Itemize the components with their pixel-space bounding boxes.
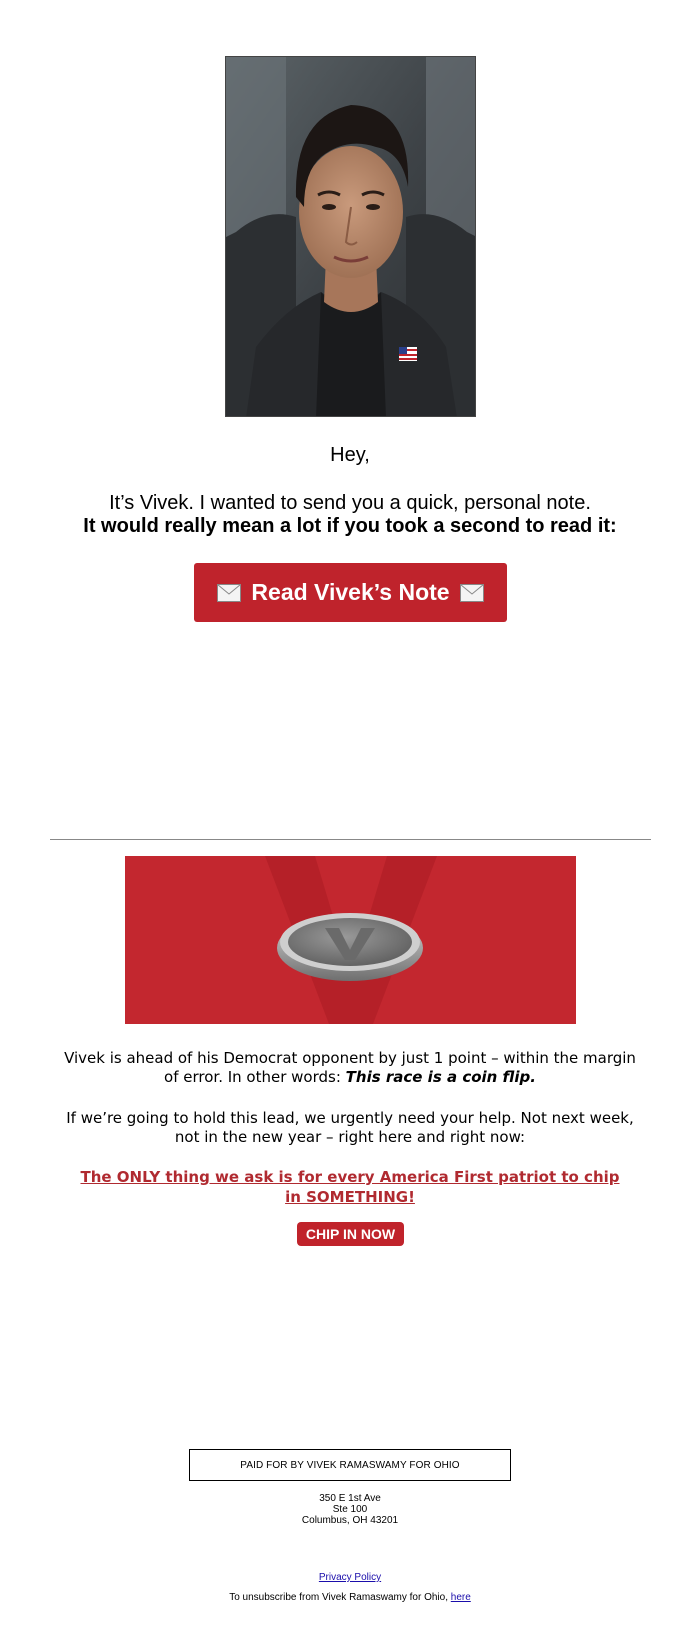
envelope-icon (217, 584, 241, 602)
privacy-policy-link[interactable]: Privacy Policy (318, 1572, 382, 1583)
paragraph-urgent: If we’re going to hold this lead, we urgently need your help. Not next week, not in the new year – right here and right now: (66, 1109, 634, 1146)
candidate-photo (225, 56, 476, 417)
paragraph-race (55, 1049, 645, 1087)
coin-banner (125, 856, 576, 1024)
paragraph-race-text: Vivek is ahead of his Democrat opponent by just 1 point – within the margin of error. In other words: (64, 1049, 636, 1086)
unsubscribe-link[interactable]: here (450, 1592, 471, 1603)
chip-in-button[interactable]: CHIP IN NOW (297, 1222, 404, 1246)
coin-icon (277, 913, 423, 981)
unsubscribe-row (0, 1592, 700, 1603)
paid-for-disclaimer: PAID FOR BY VIVEK RAMASWAMY FOR OHIO (189, 1449, 511, 1481)
address-line-1: 350 E 1st Ave (319, 1493, 381, 1504)
section-divider (50, 839, 651, 840)
envelope-icon (460, 584, 484, 602)
address-line-2: Ste 100 (332, 1504, 368, 1515)
chip-in-link[interactable]: The ONLY thing we ask is for every America First patriot to chip in SOMETHING! (80, 1168, 620, 1206)
intro-text: It’s Vivek. I wanted to send you a quick, personal note. (109, 492, 591, 514)
unsubscribe-text: To unsubscribe from Vivek Ramaswamy for Ohio, (229, 1592, 451, 1603)
read-note-label: Read Vivek’s Note (251, 579, 450, 605)
privacy-row (0, 1572, 700, 1583)
greeting: Hey, (330, 444, 370, 466)
read-note-button[interactable] (194, 563, 507, 622)
coin-flip-text: This race is a coin flip. (345, 1068, 536, 1086)
address-line-3: Columbus, OH 43201 (301, 1515, 399, 1526)
intro-bold-text: It would really mean a lot if you took a second to read it: (83, 515, 617, 537)
